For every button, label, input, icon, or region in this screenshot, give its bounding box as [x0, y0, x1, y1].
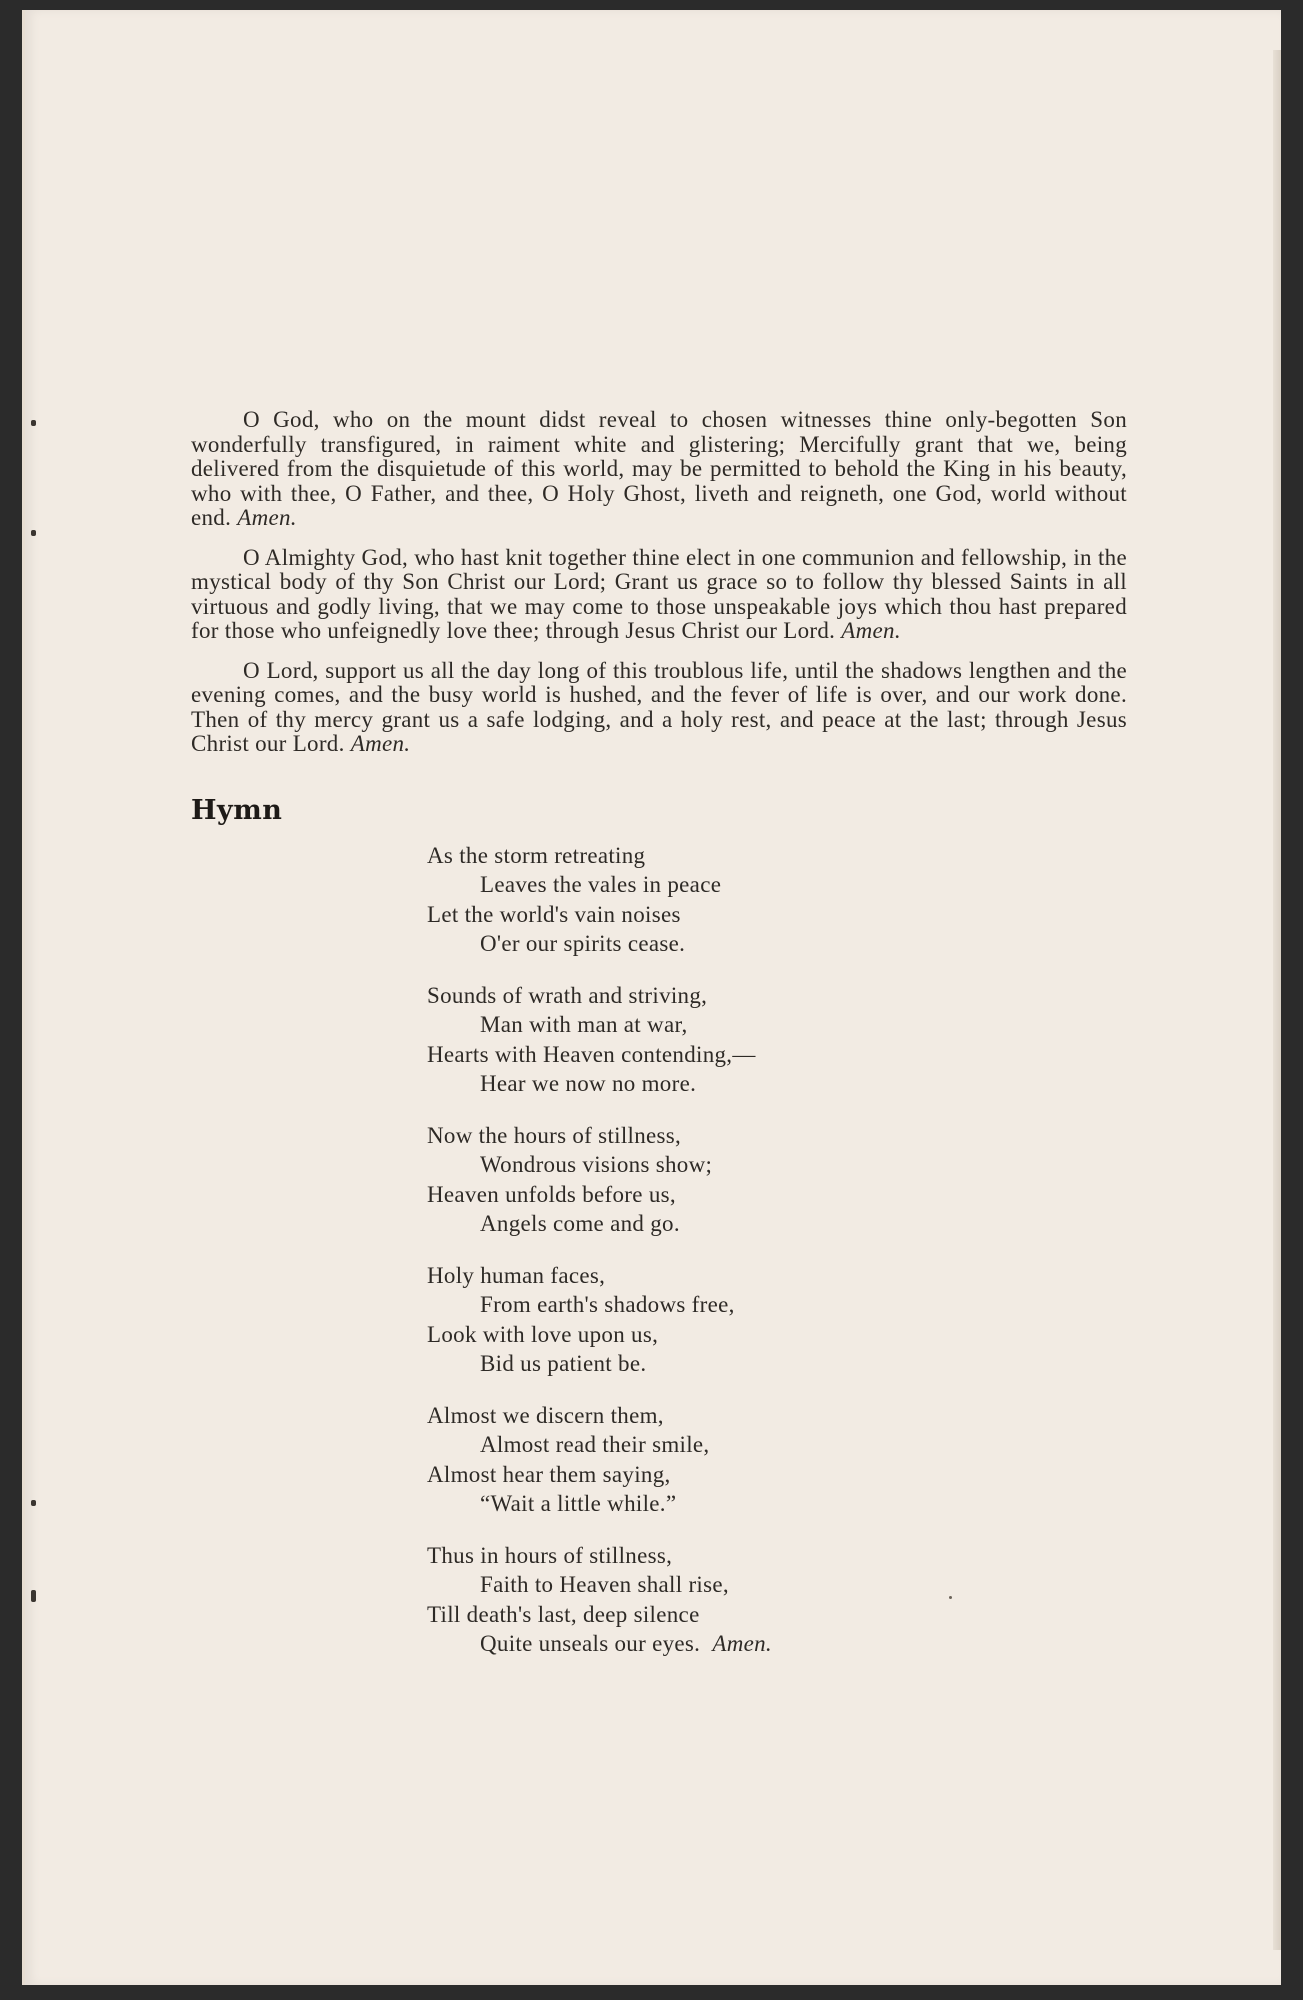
hymn-line: “Wait a little while.” — [480, 1491, 677, 1516]
hymn-stanza — [427, 841, 1127, 959]
prayer-paragraph — [191, 546, 1127, 644]
hymn-line: Hearts with Heaven contending,— — [427, 1041, 756, 1067]
prayer-text: O Almighty God, who hast knit together thine elect in one communion and fellowship, in the mystical body of thy Son Christ our Lord; Grant us grace so to follow thy blessed Saints in all virtuous and godly living, that we may come to those unspeakable joys which thou hast prepared for those who unfeignedly love thee; through Jesus Christ our Lord. — [191, 544, 1127, 643]
prayer-paragraph — [191, 408, 1127, 531]
prayer-text: O God, who on the mount didst reveal to chosen witnesses thine only-begotten Son wonderfully transfigured, in raiment white and glistering; Mercifully grant that we, being delivered from the disquietude of this world, may be permitted to behold the King in his beauty, who with thee, O Father, and thee, O Holy Ghost, liveth and reigneth, one God, world without end. — [191, 407, 1127, 530]
document-page — [22, 10, 1281, 1985]
hymn-stanza — [427, 981, 1127, 1099]
hymn-line: Wondrous visions show; — [480, 1152, 713, 1177]
hymn-line: O'er our spirits cease. — [480, 931, 686, 956]
page-edge — [1273, 50, 1281, 1950]
hymn-line: Leaves the vales in peace — [480, 872, 722, 897]
hymn-line: Sounds of wrath and striving, — [427, 982, 708, 1008]
hymn-line: Faith to Heaven shall rise, — [480, 1572, 729, 1597]
hymn-line: Thus in hours of stillness, — [427, 1542, 673, 1568]
hymn-line: Angels come and go. — [480, 1211, 680, 1236]
hymn-line: Holy human faces, — [427, 1262, 606, 1288]
binding-mark — [31, 420, 36, 426]
hymn-line: From earth's shadows free, — [480, 1292, 735, 1317]
prayer-paragraph — [191, 659, 1127, 757]
hymn-line: Almost read their smile, — [480, 1432, 710, 1457]
hymn-stanza — [427, 1401, 1127, 1519]
prayer-text: O Lord, support us all the day long of this troublous life, until the shadows lengthen and the evening comes, and the busy world is hushed, and the fever of life is over, and our work done. Then of thy mercy grant us a safe lodging, and a holy rest, and peace at the last; through Jesus Christ our Lord. — [191, 657, 1127, 756]
hymn-stanza — [427, 1261, 1127, 1379]
prayer-amen: Amen. — [350, 731, 411, 756]
hymn-line: Almost we discern them, — [427, 1402, 664, 1428]
hymn-stanza — [427, 1121, 1127, 1239]
hymn-line: As the storm retreating — [427, 842, 646, 868]
hymn-line: Man with man at war, — [480, 1012, 688, 1037]
prayer-amen: Amen. — [237, 505, 297, 530]
hymn-line: Bid us patient be. — [480, 1351, 647, 1376]
hymn-stanza — [427, 1541, 1127, 1659]
binding-mark — [31, 1590, 36, 1602]
hymn-body — [427, 841, 1127, 1659]
binding-mark — [31, 530, 36, 536]
hymn-line: Hear we now no more. — [480, 1071, 697, 1096]
hymn-line: Let the world's vain noises — [427, 901, 681, 927]
hymn-line-text: Quite unseals our eyes. — [480, 1631, 701, 1656]
hymn-heading: Hymn — [191, 794, 283, 826]
hymn-line: Heaven unfolds before us, — [427, 1181, 676, 1207]
hymn-line: Look with love upon us, — [427, 1321, 659, 1347]
hymn-amen: Amen. — [712, 1631, 772, 1656]
binding-mark — [31, 1500, 36, 1506]
hymn-line: Till death's last, deep silence — [427, 1601, 700, 1627]
hymn-line: Now the hours of stillness, — [427, 1122, 682, 1148]
prayer-amen: Amen. — [841, 618, 901, 643]
hymn-line — [427, 1629, 1127, 1659]
page-content — [191, 408, 1127, 1681]
hymn-line: Almost hear them saying, — [427, 1461, 671, 1487]
